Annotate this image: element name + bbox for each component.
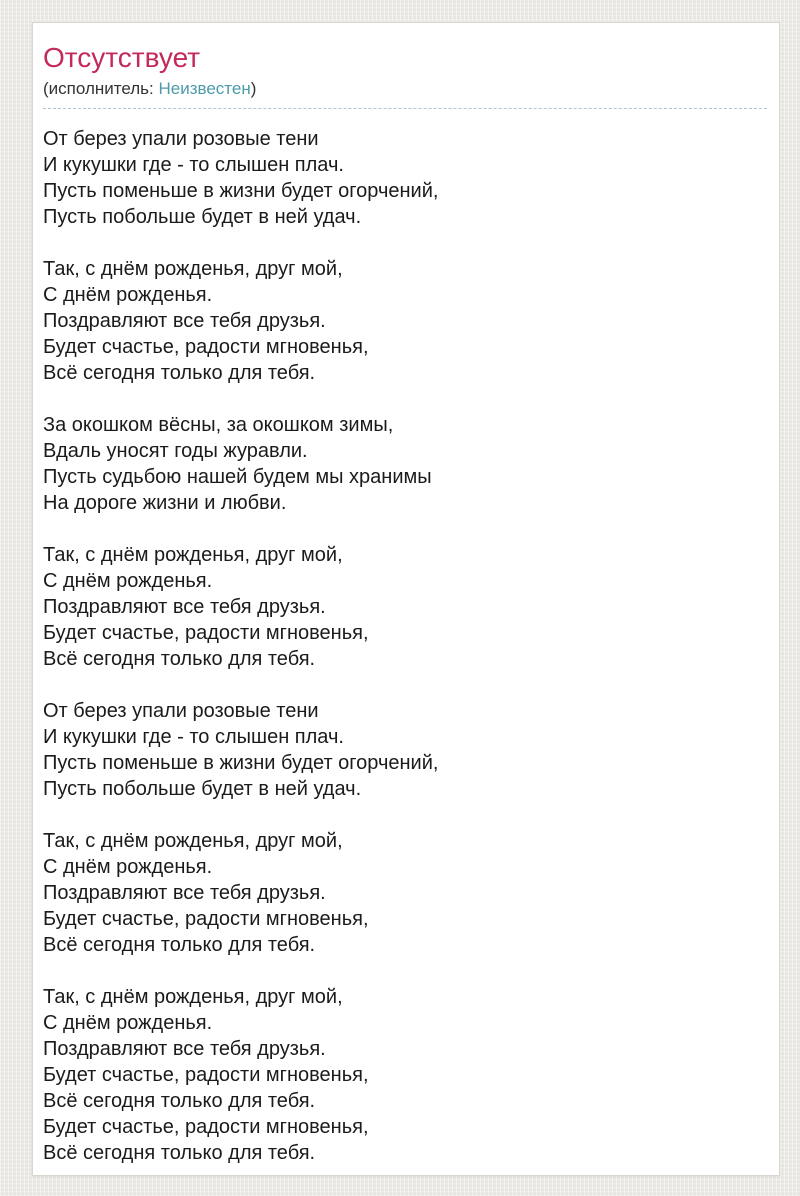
stanza [43,698,767,802]
lyric-line: Будет счастье, радости мгновенья, [43,621,369,644]
lyric-line: И кукушки где - то слышен плач. [43,153,344,176]
lyric-line: Всё сегодня только для тебя. [43,933,316,956]
lyric-line: Так, с днём рожденья, друг мой, [43,543,343,566]
lyric-line: От берез упали розовые тени [43,127,319,150]
lyric-line: Всё сегодня только для тебя. [43,647,316,670]
lyric-line: Пусть поменьше в жизни будет огорчений, [43,751,439,774]
lyric-line: Пусть судьбою нашей будем мы хранимы [43,465,432,488]
stanza [43,256,767,386]
artist-label: (исполнитель: [43,78,154,98]
lyric-line: Так, с днём рожденья, друг мой, [43,257,343,280]
lyrics-text [43,126,767,1166]
lyric-line: Будет счастье, радости мгновенья, [43,1115,369,1138]
lyric-line: С днём рожденья. [43,1011,213,1034]
stanza [43,126,767,230]
stanza [43,542,767,672]
artist-line [43,79,767,109]
lyric-line: Всё сегодня только для тебя. [43,361,316,384]
lyric-line: Поздравляют все тебя друзья. [43,309,326,332]
lyric-line: Так, с днём рожденья, друг мой, [43,829,343,852]
lyric-line: Пусть побольше будет в ней удач. [43,777,362,800]
lyric-line: Будет счастье, радости мгновенья, [43,1063,369,1086]
lyric-line: Вдаль уносят годы журавли. [43,439,308,462]
lyric-line: За окошком вёсны, за окошком зимы, [43,413,394,436]
lyric-line: Будет счастье, радости мгновенья, [43,907,369,930]
lyric-line: От берез упали розовые тени [43,699,319,722]
lyric-line: Пусть побольше будет в ней удач. [43,205,362,228]
song-title: Отсутствует [43,42,201,73]
stanza [43,412,767,516]
lyric-line: Всё сегодня только для тебя. [43,1141,316,1164]
lyrics-card [32,22,780,1176]
lyric-line: Поздравляют все тебя друзья. [43,1037,326,1060]
lyric-line: Всё сегодня только для тебя. [43,1089,316,1112]
artist-link[interactable]: Неизвестен [158,78,251,98]
lyric-line: Так, с днём рожденья, друг мой, [43,985,343,1008]
lyric-line: С днём рожденья. [43,569,213,592]
lyric-line: С днём рожденья. [43,855,213,878]
stanza [43,984,767,1166]
lyric-line: На дороге жизни и любви. [43,491,287,514]
lyric-line: И кукушки где - то слышен плач. [43,725,344,748]
stanza [43,828,767,958]
lyric-line: Будет счастье, радости мгновенья, [43,335,369,358]
artist-suffix: ) [250,78,257,98]
lyric-line: С днём рожденья. [43,283,213,306]
lyric-line: Пусть поменьше в жизни будет огорчений, [43,179,439,202]
lyric-line: Поздравляют все тебя друзья. [43,881,326,904]
lyric-line: Поздравляют все тебя друзья. [43,595,326,618]
